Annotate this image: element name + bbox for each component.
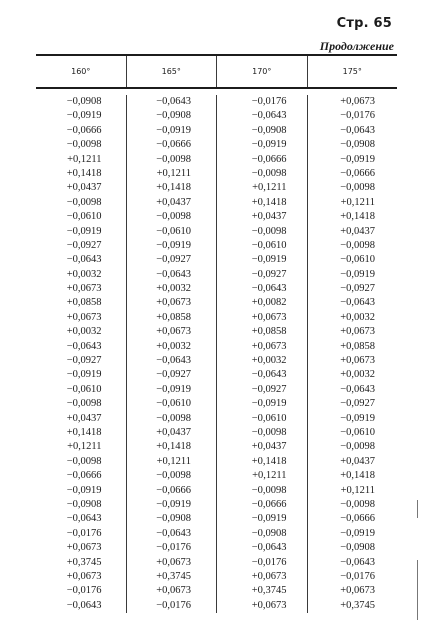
table-cell: +0,1211 — [340, 196, 375, 208]
table-cell: −0,0927 — [156, 254, 191, 266]
table-cell: −0,0098 — [66, 196, 102, 208]
table-cell: −0,0919 — [66, 484, 102, 496]
table-cell: −0,0908 — [66, 498, 102, 510]
scan-edge-mark — [417, 500, 418, 518]
table-cell: −0,0643 — [251, 542, 287, 554]
table-cell: −0,0919 — [156, 124, 191, 136]
table-cell: −0,0908 — [340, 139, 375, 151]
table-cell: −0,0666 — [156, 484, 191, 496]
table-cell: +0,0437 — [156, 426, 191, 438]
table-cell: +0,0437 — [340, 225, 375, 237]
table-cell: +0,0437 — [66, 412, 102, 424]
table-cell: −0,0666 — [340, 167, 375, 179]
table-cell: −0,0098 — [156, 211, 191, 223]
table-cell: −0,0643 — [156, 527, 191, 539]
table-cell: −0,0098 — [251, 225, 287, 237]
table-cell: −0,0610 — [66, 211, 102, 223]
table-cell: −0,0919 — [340, 153, 375, 165]
table-cell: −0,0927 — [156, 369, 191, 381]
table-cell: +0,1211 — [252, 470, 287, 482]
table-cell: +0,1418 — [340, 211, 375, 223]
table-cell: −0,0610 — [251, 239, 287, 251]
table-cell: +0,0032 — [251, 355, 287, 367]
table-cell: −0,0908 — [66, 96, 102, 107]
table-cell: −0,0176 — [66, 585, 102, 597]
table-cell: +0,1211 — [67, 441, 102, 453]
table-cell: −0,0176 — [340, 110, 375, 122]
table-cell: −0,0643 — [340, 556, 375, 568]
table-cell: +0,0673 — [251, 340, 287, 352]
table-cell: +0,0673 — [340, 585, 375, 597]
table-cell: +0,3745 — [156, 570, 191, 582]
table-cell: −0,0610 — [156, 225, 191, 237]
table-cell: −0,0610 — [156, 398, 191, 410]
table-cell: +0,0437 — [251, 211, 287, 223]
table-cell: +0,1418 — [340, 470, 375, 482]
table-cell: +0,3745 — [66, 556, 102, 568]
column-header-170: 170° — [216, 56, 307, 87]
table-cell: −0,0610 — [340, 254, 375, 266]
table-cell: +0,1418 — [66, 426, 102, 438]
table-cell: +0,0858 — [66, 297, 102, 309]
table-cell: −0,0098 — [251, 426, 287, 438]
table-cell: +0,0032 — [340, 311, 375, 323]
table-cell: −0,0908 — [156, 110, 191, 122]
table-cell: −0,0098 — [251, 484, 287, 496]
table-cell: −0,0098 — [156, 470, 191, 482]
table-cell: −0,0666 — [251, 153, 287, 165]
table-cell: −0,0666 — [66, 470, 102, 482]
table-cell: +0,1418 — [251, 196, 287, 208]
table-cell: −0,0919 — [340, 268, 375, 280]
table-cell: −0,0919 — [156, 239, 191, 251]
table-cell: −0,0643 — [251, 110, 287, 122]
column-header-160: 160° — [71, 67, 91, 76]
table-cell: −0,0098 — [66, 398, 102, 410]
table-cell: −0,0643 — [66, 513, 102, 525]
page-number: Стр. 65 — [336, 16, 392, 31]
scan-edge-mark — [417, 560, 418, 620]
table-cell: −0,0919 — [340, 527, 375, 539]
table-cell: −0,0610 — [340, 426, 375, 438]
table-cell: −0,0919 — [340, 412, 375, 424]
table-cell: +0,0673 — [156, 297, 191, 309]
table-cell: −0,0643 — [66, 254, 102, 266]
table-cell: +0,1418 — [156, 441, 191, 453]
table-cell: −0,0666 — [66, 124, 102, 136]
table-cell: +0,0673 — [66, 311, 102, 323]
table-cell: +0,1211 — [252, 182, 287, 194]
table-cell: −0,0666 — [156, 139, 191, 151]
table-cell: +0,0032 — [156, 283, 191, 295]
column-175 — [307, 95, 398, 613]
table-cell: −0,0927 — [251, 383, 287, 395]
table-cell: +0,0032 — [156, 340, 191, 352]
table-cell: −0,0643 — [251, 283, 287, 295]
table-cell: +0,3745 — [251, 585, 287, 597]
table-cell: +0,0032 — [66, 268, 102, 280]
table-cell: −0,0098 — [156, 412, 191, 424]
table-cell: −0,0643 — [340, 124, 375, 136]
table-cell: −0,0098 — [66, 455, 102, 467]
table-cell: +0,0673 — [156, 585, 191, 597]
continuation-label: Продолжение — [319, 39, 394, 53]
table-cell: +0,1211 — [156, 167, 191, 179]
column-170 — [216, 95, 307, 613]
table-cell: −0,0919 — [66, 110, 102, 122]
table-cell: −0,0666 — [251, 498, 287, 510]
table-cell: −0,0643 — [66, 340, 102, 352]
table-cell: −0,0610 — [66, 383, 102, 395]
table-cell: −0,0098 — [66, 139, 102, 151]
table-cell: −0,0643 — [340, 297, 375, 309]
table-cell: +0,0673 — [340, 326, 375, 338]
table-cell: +0,3745 — [340, 599, 375, 611]
table-cell: −0,0919 — [251, 398, 287, 410]
table-cell: −0,0176 — [251, 96, 287, 107]
table-cell: −0,0176 — [66, 527, 102, 539]
table-cell: +0,1418 — [251, 455, 287, 467]
table-cell: −0,0666 — [340, 513, 375, 525]
table-cell: +0,0673 — [251, 599, 287, 611]
table-cell: +0,1418 — [156, 182, 191, 194]
table-cell: +0,0858 — [251, 326, 287, 338]
table-cell: −0,0098 — [340, 498, 375, 510]
table-cell: −0,0176 — [156, 599, 191, 611]
table-cell: −0,0919 — [66, 225, 102, 237]
table-cell: −0,0927 — [340, 398, 375, 410]
table-cell: +0,0437 — [251, 441, 287, 453]
table-cell: −0,0643 — [156, 355, 191, 367]
table-cell: +0,1211 — [67, 153, 102, 165]
table-cell: +0,0858 — [340, 340, 375, 352]
table-cell: −0,0908 — [251, 124, 287, 136]
table-cell: −0,0919 — [251, 513, 287, 525]
table-cell: +0,0673 — [251, 570, 287, 582]
table-cell: +0,0673 — [340, 96, 375, 107]
table-cell: +0,1211 — [340, 484, 375, 496]
table-cell: −0,0098 — [340, 182, 375, 194]
table-cell: +0,0673 — [156, 556, 191, 568]
column-160 — [36, 95, 126, 613]
table-cell: +0,0673 — [251, 311, 287, 323]
table-header-row — [36, 54, 397, 89]
table-cell: −0,0908 — [156, 513, 191, 525]
table-cell: +0,0437 — [340, 455, 375, 467]
table-cell: −0,0098 — [156, 153, 191, 165]
table-cell: −0,0927 — [340, 283, 375, 295]
table-cell: −0,0643 — [156, 96, 191, 107]
table-cell: −0,0098 — [340, 441, 375, 453]
table-cell: −0,0610 — [251, 412, 287, 424]
table-cell: −0,0919 — [251, 139, 287, 151]
table-cell: +0,1418 — [66, 167, 102, 179]
table-cell: −0,0927 — [251, 268, 287, 280]
table-cell: −0,0919 — [66, 369, 102, 381]
table-cell: −0,0919 — [156, 383, 191, 395]
table-cell: +0,0437 — [156, 196, 191, 208]
table-cell: +0,0032 — [66, 326, 102, 338]
table-cell: +0,0673 — [66, 283, 102, 295]
table-cell: +0,0673 — [66, 570, 102, 582]
table-cell: −0,0643 — [66, 599, 102, 611]
table-cell: −0,0643 — [251, 369, 287, 381]
column-header-175: 175° — [307, 56, 398, 87]
table-cell: −0,0908 — [251, 527, 287, 539]
table-cell: +0,1211 — [156, 455, 191, 467]
table-cell: −0,0176 — [340, 570, 375, 582]
table-cell: −0,0919 — [156, 498, 191, 510]
table-cell: −0,0098 — [340, 239, 375, 251]
data-table — [36, 54, 397, 613]
table-cell: +0,0673 — [156, 326, 191, 338]
table-cell: +0,0673 — [66, 542, 102, 554]
table-cell: −0,0927 — [66, 239, 102, 251]
table-cell: −0,0176 — [251, 556, 287, 568]
table-cell: −0,0643 — [340, 383, 375, 395]
table-cell: +0,0032 — [340, 369, 375, 381]
column-header-165: 165° — [126, 56, 217, 87]
table-cell: +0,0082 — [251, 297, 287, 309]
column-165 — [126, 95, 217, 613]
table-cell: −0,0927 — [66, 355, 102, 367]
table-body — [36, 95, 397, 613]
table-cell: −0,0908 — [340, 542, 375, 554]
table-cell: +0,0858 — [156, 311, 191, 323]
table-cell: +0,0673 — [340, 355, 375, 367]
table-cell: −0,0176 — [156, 542, 191, 554]
table-cell: −0,0098 — [251, 167, 287, 179]
table-cell: −0,0919 — [251, 254, 287, 266]
table-cell: +0,0437 — [66, 182, 102, 194]
table-cell: −0,0643 — [156, 268, 191, 280]
